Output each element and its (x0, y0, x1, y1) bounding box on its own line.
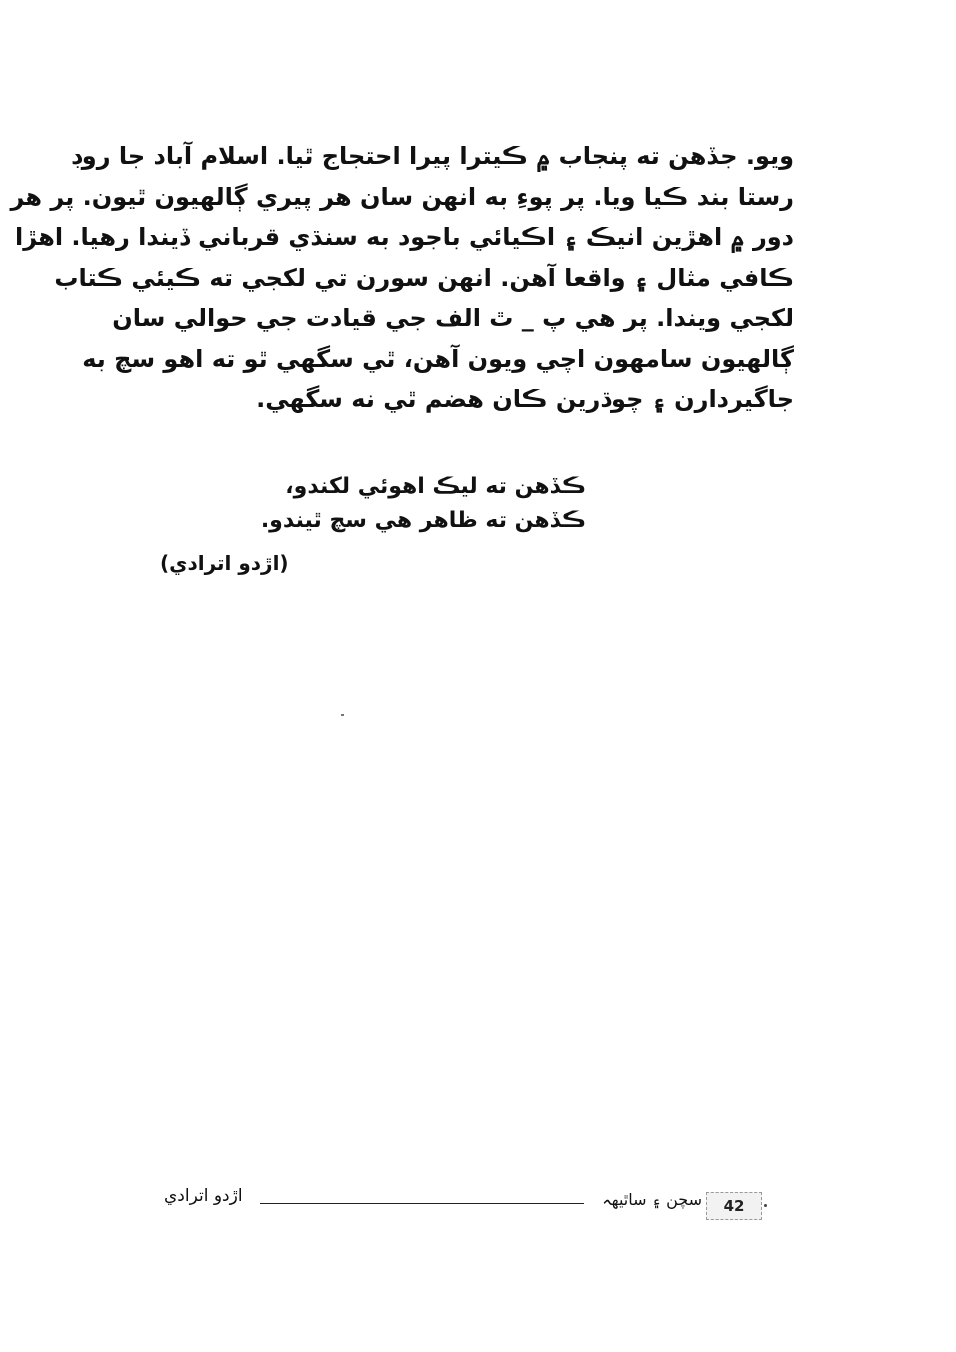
paragraph-line: ڪافي مثال ۽ واقعا آهن. انهن سورن تي لکجي ته ڪيئي ڪتاب (54, 263, 794, 292)
poem-line: ڪڏهن ته ظاهر هي سچ ٿيندو. (260, 508, 586, 533)
paragraph-line: جاگيردارن ۽ چوڌرين ڪان هضم ٿي نه سگهي. (256, 385, 794, 413)
paragraph-line: رستا بند ڪيا ويا. پر پوءِ به انهن سان هر پيري ڳالهيون ٿيون. پر هر (10, 182, 794, 211)
footer-author: اڙدو اترادي (164, 1186, 243, 1206)
footer-book-title: سچن ۽ ساٿيهہ (602, 1190, 702, 1209)
footer-rule (260, 1203, 584, 1204)
poem-line: ڪڏهن ته ليڪ اهوئي لکندو، (285, 474, 586, 499)
scan-speck (341, 714, 344, 716)
poem-attribution: (اڙدو اترادي) (160, 551, 289, 575)
paragraph-line: دور ۾ اهڙين انيڪ ۽ اڪيائي باجود به سنڌي قرباني ڏيندا رهيا. اهڙا (15, 223, 794, 251)
page-number-badge (706, 1192, 762, 1220)
paragraph-line: ويو. جڏهن ته پنجاب ۾ ڪيترا پيرا احتجاج ٿيا. اسلام آباد جا روڊ (71, 142, 794, 170)
body-paragraph (10, 136, 794, 420)
poem-verse (240, 470, 586, 538)
paragraph-line: ڳالهيون سامهون اچي ويون آهن، ٿي سگهي ٿو ته اهو سچ به (82, 344, 794, 373)
page-number: 42 (723, 1197, 745, 1215)
ornament-dot (764, 1204, 767, 1207)
paragraph-line: لکجي ويندا. پر هي پ _ ٿ الف جي قيادت جي حوالي سان (112, 304, 794, 332)
